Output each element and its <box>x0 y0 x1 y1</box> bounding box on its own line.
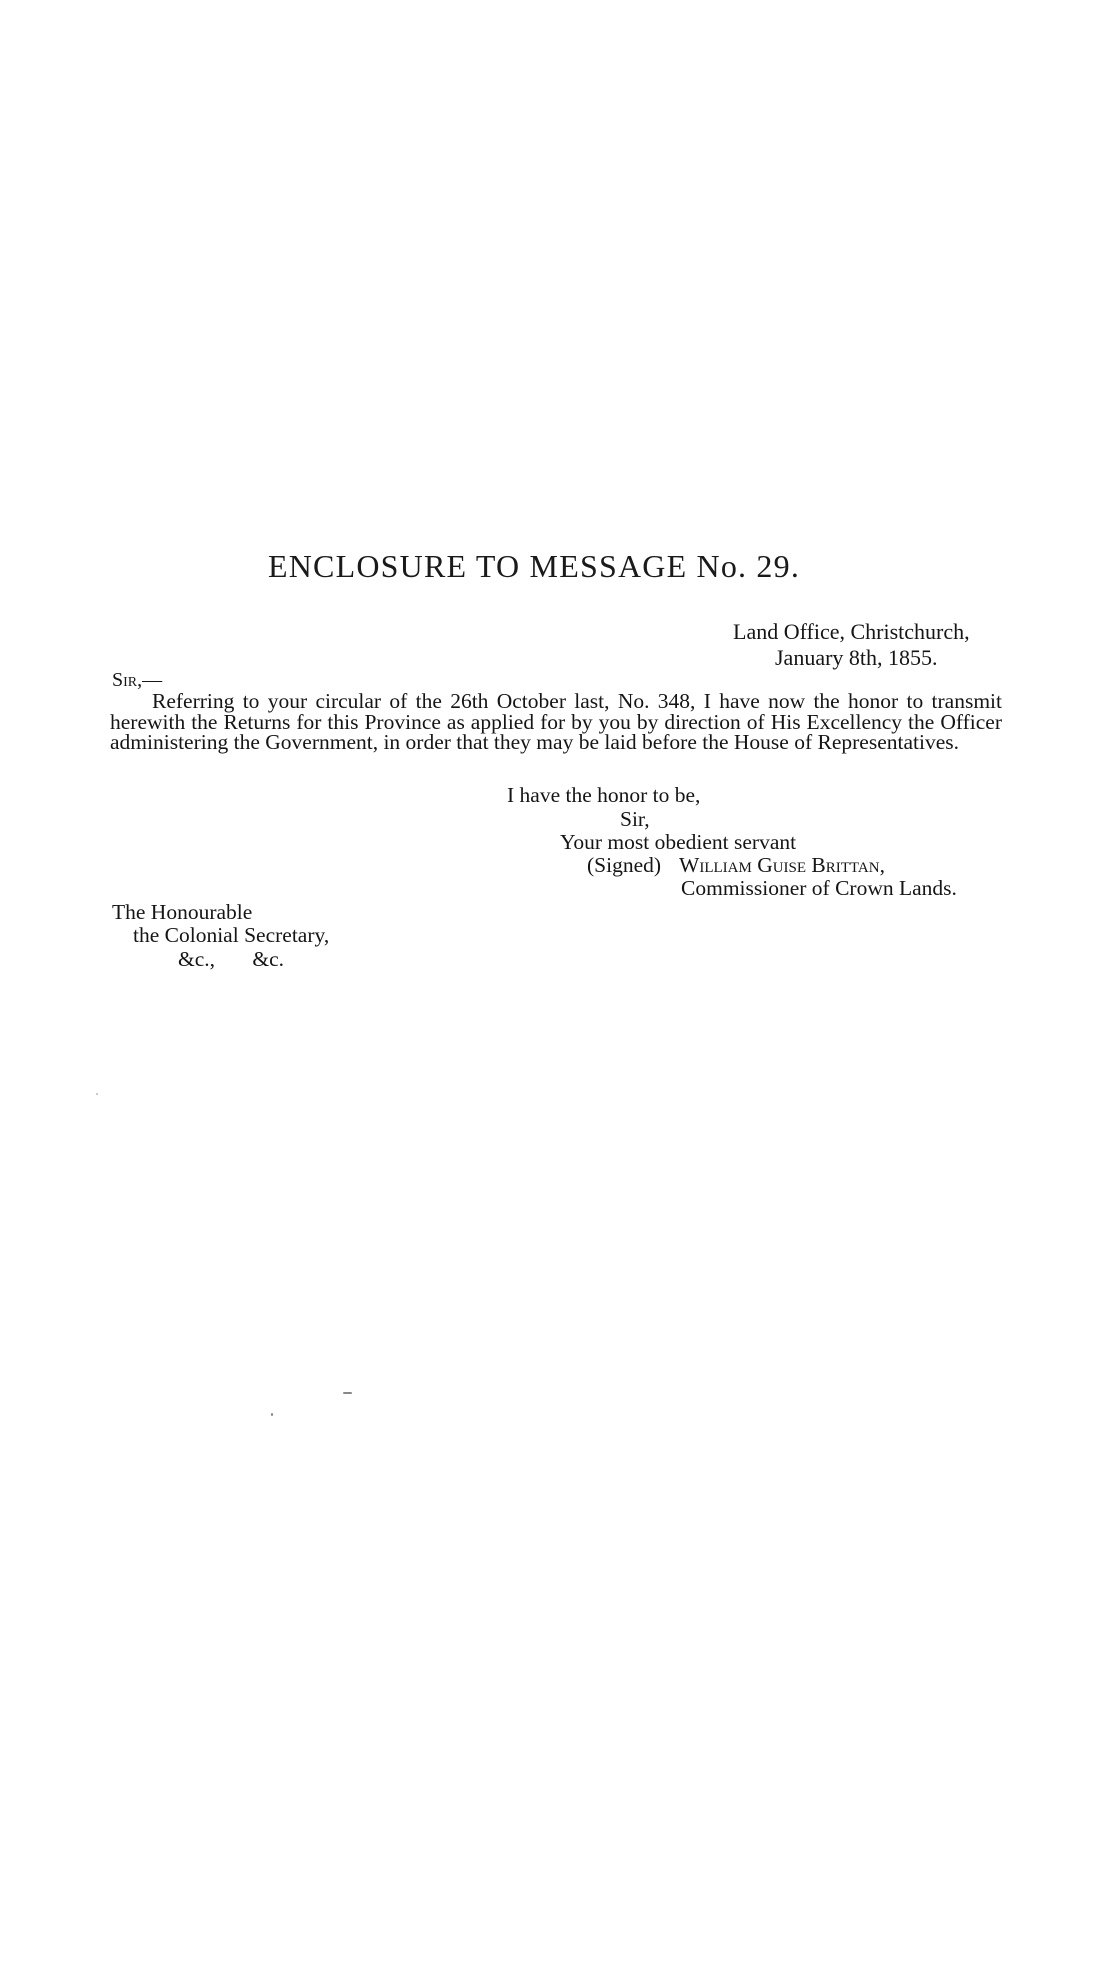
addressee-line-2: the Colonial Secretary, <box>133 923 330 947</box>
document-title: ENCLOSURE TO MESSAGE No. 29. <box>268 548 801 584</box>
closing-sir: Sir, <box>620 807 650 831</box>
scan-speck <box>271 1413 273 1416</box>
scan-speck <box>343 1392 352 1394</box>
signatory-title: Commissioner of Crown Lands. <box>681 876 957 900</box>
addressee-line-3: &c., &c. <box>178 947 285 971</box>
letter-body: Referring to your circular of the 26th October last, No. 348, I have now the honor to transmit herewith the Returns for this Province as applied for by you by direction of His Excellency the Officer administering the Government, in order that they may be laid before the House of Representatives. <box>110 689 1002 754</box>
closing-servant: Your most obedient servant <box>560 830 797 854</box>
signed-label: (Signed) <box>587 853 662 877</box>
signatory-name: William Guise Brittan, <box>679 853 885 877</box>
signature-line <box>587 853 885 878</box>
letter-salutation: Sir,— <box>112 669 163 691</box>
letter-location: Land Office, Christchurch, <box>733 619 970 644</box>
scan-speck <box>96 1093 98 1095</box>
letter-date: January 8th, 1855. <box>775 645 938 670</box>
closing-line: I have the honor to be, <box>507 783 701 807</box>
addressee-line-1: The Honourable <box>112 900 253 924</box>
